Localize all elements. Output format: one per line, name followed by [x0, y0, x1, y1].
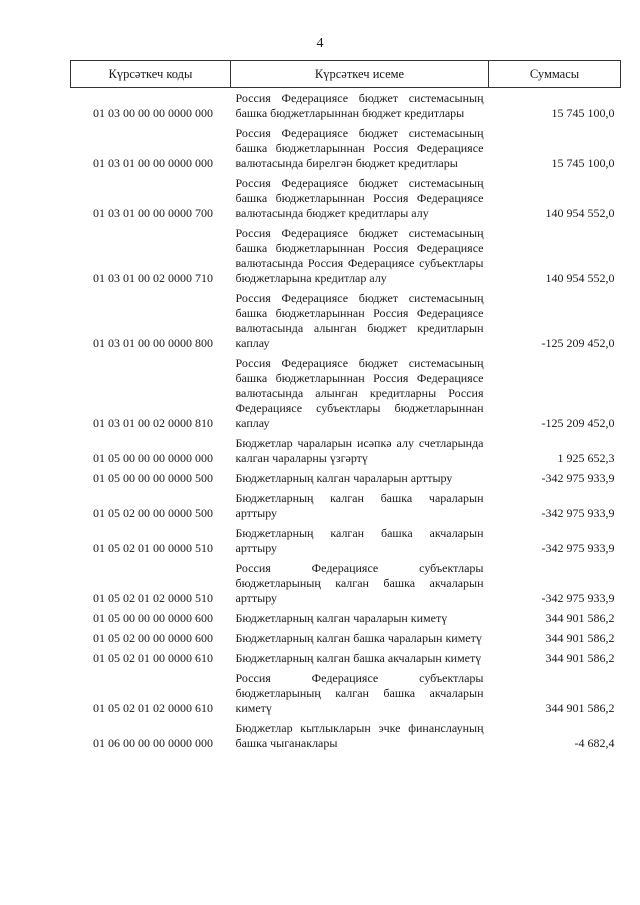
table-row	[71, 223, 621, 288]
row-code: 01 06 00 00 00 0000 000	[93, 736, 213, 750]
row-code: 01 05 02 01 02 0000 610	[93, 701, 213, 715]
header-sum: Суммасы	[489, 61, 621, 88]
row-name: Бюджетларның калган чараларын арттыру	[235, 471, 453, 485]
table-row	[71, 88, 621, 124]
row-sum: -4 682,4	[574, 736, 615, 750]
row-sum: -342 975 933,9	[541, 471, 615, 485]
row-sum: 344 901 586,2	[545, 631, 615, 645]
table-header-row	[71, 61, 621, 88]
row-code: 01 03 01 00 00 0000 800	[93, 336, 213, 350]
row-sum: 15 745 100,0	[551, 106, 615, 120]
row-name: Россия Федерациясе бюджет системасының башка бюджетларыннан Россия Федерациясе валютасында Россия Федерациясе субъектлары бюджетларына кредитлар алу	[235, 226, 484, 285]
row-sum: 344 901 586,2	[545, 651, 615, 665]
table-row	[71, 608, 621, 628]
table-row	[71, 468, 621, 488]
row-code: 01 05 02 01 00 0000 510	[93, 541, 213, 555]
row-sum: -125 209 452,0	[541, 416, 615, 430]
row-code: 01 03 01 00 02 0000 710	[93, 271, 213, 285]
row-name: Россия Федерациясе бюджет системасының башка бюджетларыннан Россия Федерациясе валютасында бирелгән бюджет кредитлары	[235, 126, 484, 170]
row-name: Бюджетларның калган башка чараларын киметү	[235, 631, 482, 645]
header-name: Күрсәткеч исеме	[231, 61, 489, 88]
row-sum: 344 901 586,2	[545, 701, 615, 715]
row-code: 01 05 02 00 00 0000 500	[93, 506, 213, 520]
row-name: Россия Федерациясе бюджет системасының башка бюджетларыннан Россия Федерациясе валютасында алынган кредитларны Россия Федерациясе субъектлары бюджетларыннан каплау	[235, 356, 484, 430]
row-sum: -342 975 933,9	[541, 591, 615, 605]
table-row	[71, 558, 621, 608]
table-row	[71, 173, 621, 223]
row-code: 01 05 00 00 00 0000 000	[93, 451, 213, 465]
row-code: 01 05 02 01 02 0000 510	[93, 591, 213, 605]
row-name: Россия Федерациясе бюджет системасының башка бюджетларыннан Россия Федерациясе валютасында алынган бюджет кредитларын каплау	[235, 291, 484, 350]
table-row	[71, 488, 621, 523]
row-sum: -342 975 933,9	[541, 506, 615, 520]
row-name: Бюджетларның калган башка акчаларын арттыру	[235, 526, 484, 555]
row-name: Бюджетларның калган башка чараларын арттыру	[235, 491, 484, 520]
row-sum: 140 954 552,0	[545, 271, 615, 285]
table-row	[71, 288, 621, 353]
row-name: Россия Федерациясе бюджет системасының башка бюджетларыннан бюджет кредитлары	[235, 91, 484, 120]
row-name: Россия Федерациясе бюджет системасының башка бюджетларыннан Россия Федерациясе валютасында бюджет кредитлары алу	[235, 176, 484, 220]
row-sum: 1 925 652,3	[557, 451, 615, 465]
page-number: 4	[316, 36, 324, 51]
table-body	[71, 88, 621, 754]
row-name: Россия Федерациясе субъектлары бюджетларының калган башка акчаларын киметү	[235, 671, 484, 715]
table-row	[71, 668, 621, 718]
table-row	[71, 628, 621, 648]
row-code: 01 05 02 00 00 0000 600	[93, 631, 213, 645]
indicators-table	[70, 60, 621, 753]
table-row	[71, 123, 621, 173]
row-name: Бюджетлар чараларын исәпкә алу счетларында калган чараларны үзгәртү	[235, 436, 484, 465]
table-row	[71, 718, 621, 753]
row-code: 01 03 01 00 00 0000 700	[93, 206, 213, 220]
row-code: 01 05 02 01 00 0000 610	[93, 651, 213, 665]
row-code: 01 05 00 00 00 0000 600	[93, 611, 213, 625]
row-sum: -342 975 933,9	[541, 541, 615, 555]
row-code: 01 03 01 00 02 0000 810	[93, 416, 213, 430]
table-row	[71, 523, 621, 558]
row-code: 01 05 00 00 00 0000 500	[93, 471, 213, 485]
row-name: Бюджетларның калган башка акчаларын киметү	[235, 651, 482, 665]
row-name: Бюджетларның калган чараларын киметү	[235, 611, 448, 625]
table-row	[71, 353, 621, 433]
row-sum: 140 954 552,0	[545, 206, 615, 220]
header-code: Күрсәткеч коды	[71, 61, 231, 88]
row-sum: 15 745 100,0	[551, 156, 615, 170]
row-name: Россия Федерациясе субъектлары бюджетларының калган башка акчаларын арттыру	[235, 561, 484, 605]
table-row	[71, 433, 621, 468]
row-code: 01 03 00 00 00 0000 000	[93, 106, 213, 120]
table-row	[71, 648, 621, 668]
row-sum: 344 901 586,2	[545, 611, 615, 625]
row-sum: -125 209 452,0	[541, 336, 615, 350]
row-code: 01 03 01 00 00 0000 000	[93, 156, 213, 170]
row-name: Бюджетлар кытлыкларын эчке финанслауның башка чыганаклары	[235, 721, 484, 750]
